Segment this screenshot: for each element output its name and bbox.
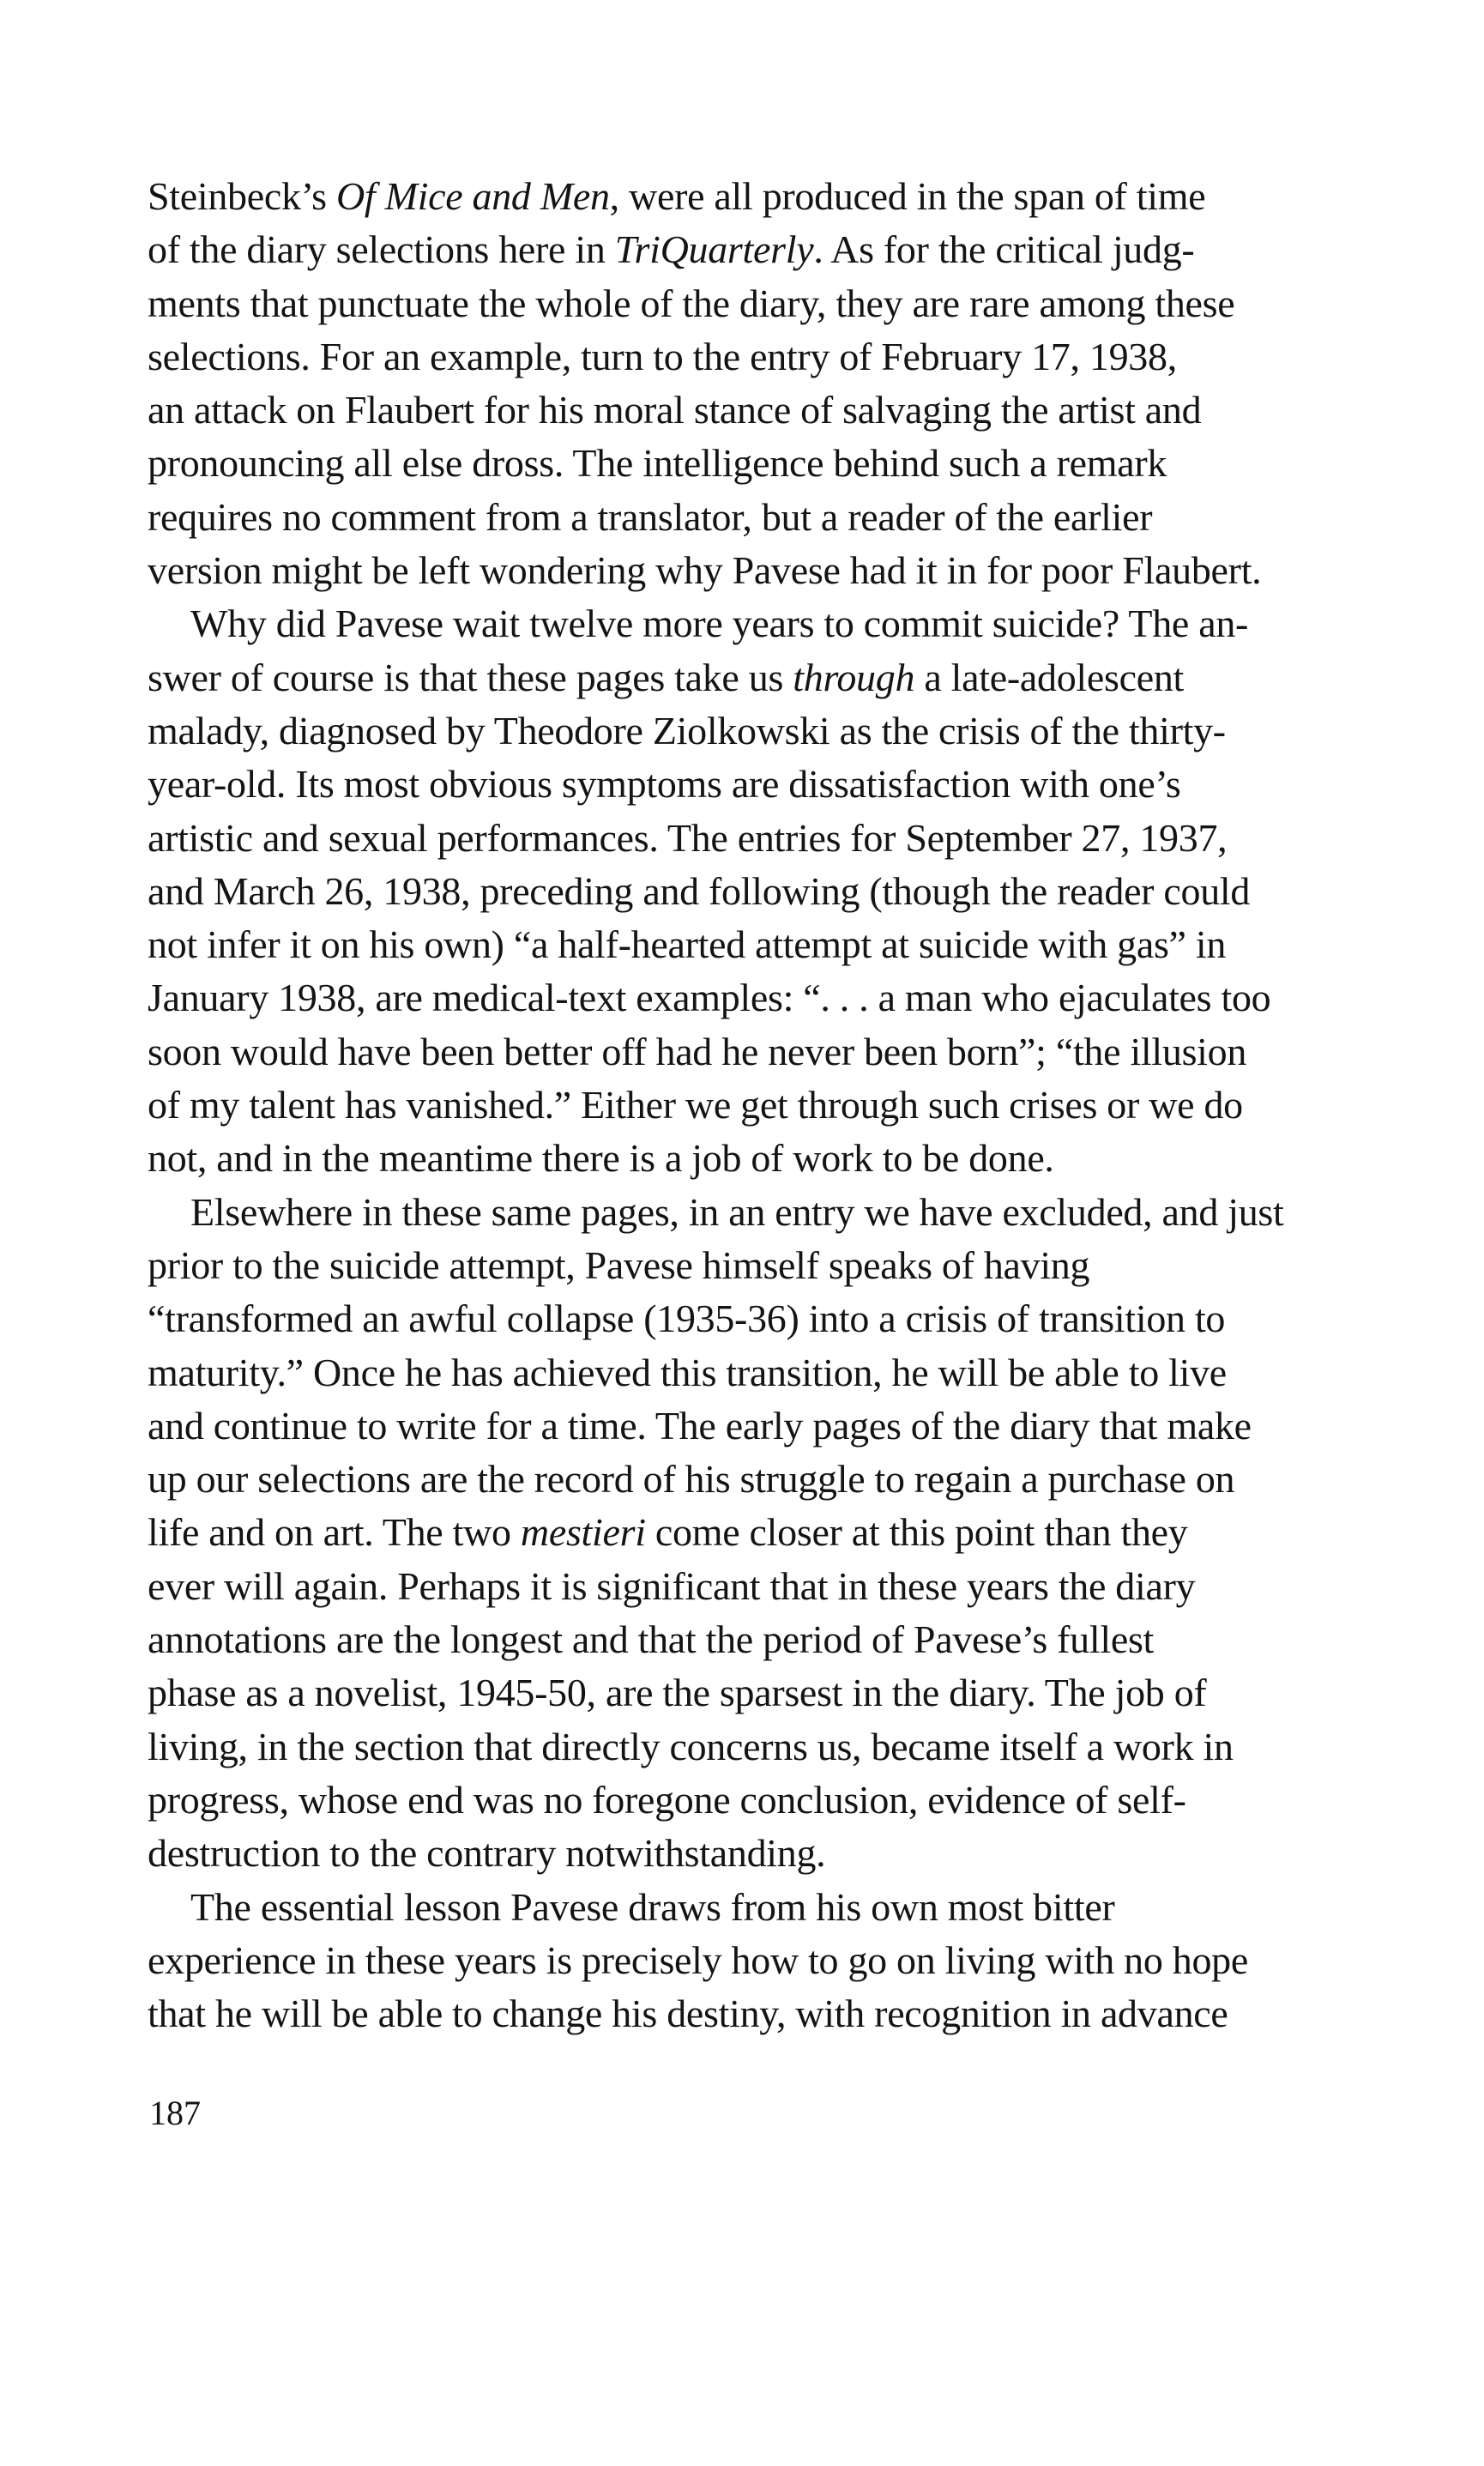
text-line	[148, 758, 1323, 811]
text-run: ever will again. Perhaps it is significant that in these years the diary	[148, 1563, 1196, 1608]
paragraph	[148, 1186, 1323, 1881]
text-run: up our selections are the record of his struggle to regain a purchase on	[148, 1457, 1235, 1502]
text-run: annotations are the longest and that the period of Pavese’s fullest	[148, 1617, 1155, 1662]
text-run: selections. For an example, turn to the entry of February 17, 1938,	[148, 334, 1177, 378]
text-run: The essential lesson Pavese draws from his own most bitter	[190, 1884, 1115, 1929]
text-run: an attack on Flaubert for his moral stance of salvaging the artist and	[148, 388, 1202, 432]
text-run: January 1938, are medical-text examples: “. . . a man who ejaculates too	[148, 976, 1271, 1020]
text-run: . As for the critical judg-	[813, 227, 1195, 272]
text-run: maturity.” Once he has achieved this transition, he will be able to live	[148, 1350, 1227, 1394]
text-line	[148, 170, 1323, 223]
text-line	[148, 544, 1323, 597]
page-number: 187	[149, 2094, 201, 2132]
text-line	[148, 1132, 1323, 1185]
text-line	[148, 384, 1323, 437]
text-run: come closer at this point than they	[645, 1510, 1188, 1555]
italic-text: TriQuarterly	[614, 227, 814, 272]
text-run: progress, whose end was no foregone conclusion, evidence of self-	[148, 1777, 1186, 1822]
text-line	[148, 277, 1323, 330]
text-line	[148, 1292, 1323, 1345]
text-run: experience in these years is precisely how to go on living with no hope	[148, 1937, 1248, 1982]
text-line	[148, 651, 1323, 704]
text-run: of my talent has vanished.” Either we get through such crises or we do	[148, 1083, 1243, 1127]
text-line	[148, 1186, 1323, 1239]
text-run: , were all produced in the span of time	[609, 174, 1206, 218]
text-line	[148, 1506, 1323, 1559]
paragraph	[148, 597, 1323, 1185]
text-line	[148, 491, 1323, 544]
text-line	[148, 1987, 1323, 2040]
text-run: artistic and sexual performances. The entries for September 27, 1937,	[148, 815, 1228, 860]
text-line	[148, 437, 1323, 490]
text-run: year-old. Its most obvious symptoms are dissatisfaction with one’s	[148, 762, 1181, 807]
text-line	[148, 918, 1323, 971]
text-line	[148, 1239, 1323, 1292]
text-line	[148, 1453, 1323, 1506]
text-run: destruction to the contrary notwithstanding.	[148, 1831, 826, 1876]
paragraph	[148, 170, 1323, 597]
text-run: Steinbeck’s	[148, 174, 336, 218]
text-run: soon would have been better off had he never been born”; “the illusion	[148, 1029, 1247, 1073]
italic-text: through	[793, 655, 915, 699]
text-line	[148, 1079, 1323, 1132]
text-run: a late-adolescent	[914, 655, 1185, 699]
text-line	[148, 330, 1323, 384]
text-line	[148, 1666, 1323, 1720]
text-line	[148, 1827, 1323, 1880]
text-run: life and on art. The two	[148, 1510, 521, 1555]
text-line	[148, 1881, 1323, 1934]
text-line	[148, 971, 1323, 1024]
text-run: prior to the suicide attempt, Pavese himself speaks of having	[148, 1242, 1090, 1287]
text-run: not, and in the meantime there is a job of work to be done.	[148, 1136, 1054, 1181]
body-text	[148, 170, 1323, 2040]
text-run: requires no comment from a translator, but a reader of the earlier	[148, 494, 1153, 539]
text-run: Why did Pavese wait twelve more years to commit suicide? The an-	[190, 601, 1249, 646]
text-run: swer of course is that these pages take us	[148, 655, 793, 699]
text-run: ments that punctuate the whole of the diary, they are rare among these	[148, 281, 1235, 325]
text-run: phase as a novelist, 1945-50, are the sparsest in the diary. The job of	[148, 1671, 1207, 1715]
text-line	[148, 704, 1323, 758]
text-line	[148, 1934, 1323, 1987]
text-run: and March 26, 1938, preceding and following (though the reader could	[148, 868, 1251, 913]
text-run: not infer it on his own) “a half-hearted attempt at suicide with gas” in	[148, 922, 1227, 967]
text-run: living, in the section that directly concerns us, became itself a work in	[148, 1724, 1234, 1768]
text-line	[148, 597, 1323, 650]
italic-text: mestieri	[520, 1510, 646, 1555]
text-line	[148, 1346, 1323, 1399]
text-run: that he will be able to change his destiny, with recognition in advance	[148, 1992, 1228, 2036]
text-run: malady, diagnosed by Theodore Ziolkowski as the crisis of the thirty-	[148, 708, 1226, 752]
text-run: Elsewhere in these same pages, in an entry we have excluded, and just	[190, 1189, 1284, 1234]
text-line	[148, 1399, 1323, 1453]
text-run: version might be left wondering why Pavese had it in for poor Flaubert.	[148, 548, 1262, 593]
text-line	[148, 1025, 1323, 1079]
text-run: pronouncing all else dross. The intelligence behind such a remark	[148, 441, 1167, 486]
text-line	[148, 1560, 1323, 1613]
text-run: “transformed an awful collapse (1935-36) into a crisis of transition to	[148, 1296, 1226, 1341]
italic-text: Of Mice and Men	[335, 174, 610, 218]
text-line	[148, 865, 1323, 918]
text-line	[148, 1774, 1323, 1827]
text-run: of the diary selections here in	[148, 227, 615, 272]
text-line	[148, 812, 1323, 865]
text-line	[148, 1720, 1323, 1774]
text-run: and continue to write for a time. The early pages of the diary that make	[148, 1403, 1252, 1448]
paragraph	[148, 1881, 1323, 2041]
text-line	[148, 223, 1323, 276]
text-line	[148, 1613, 1323, 1666]
